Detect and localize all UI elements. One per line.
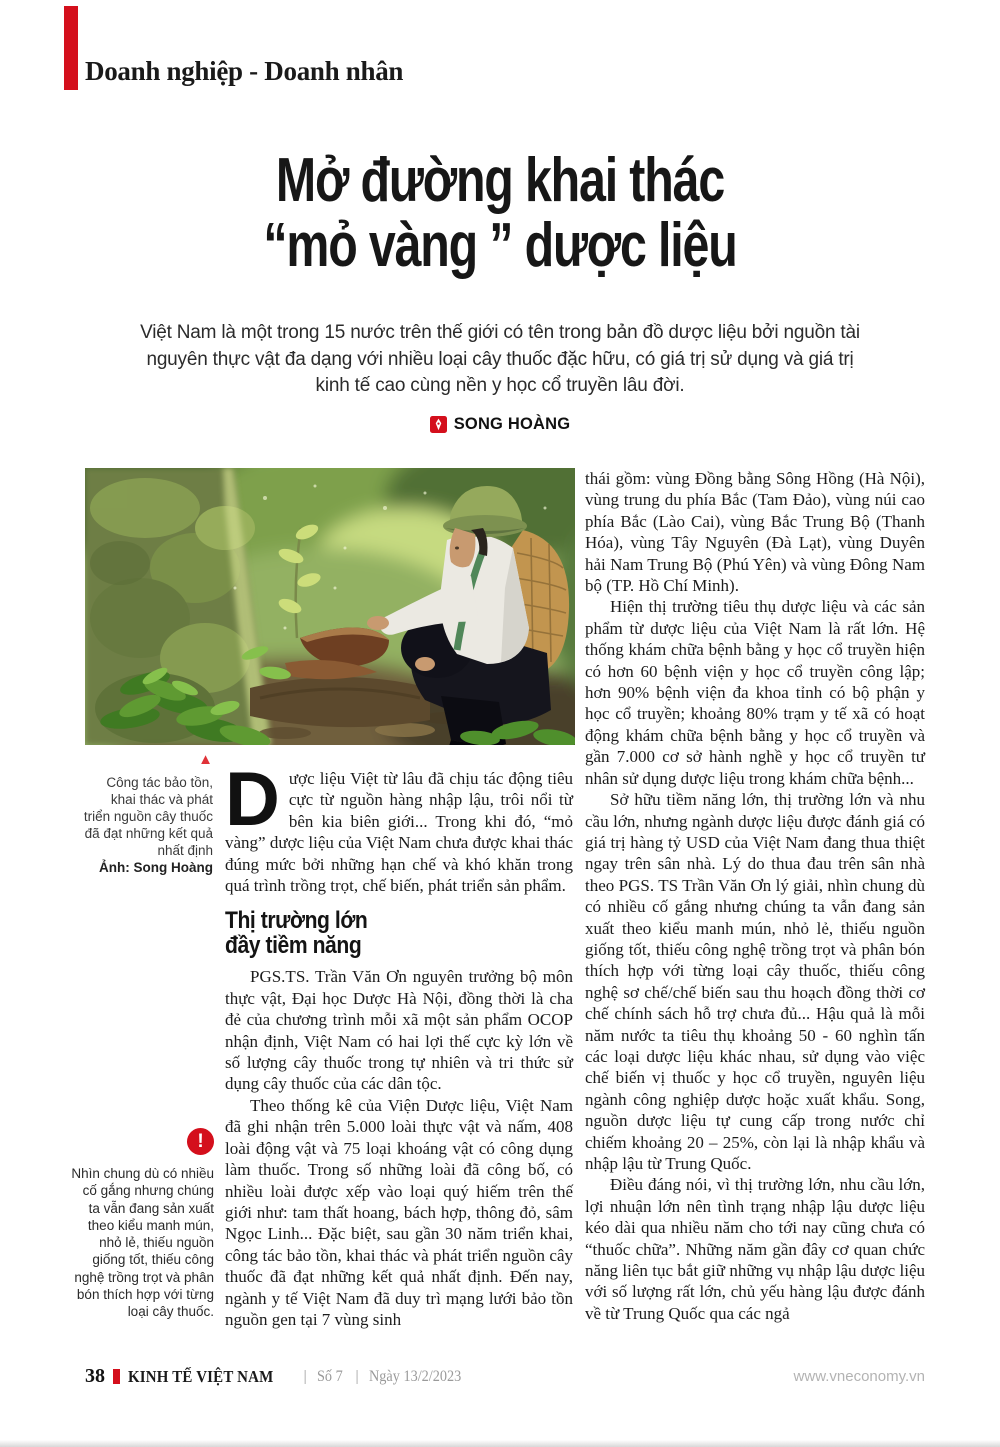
section-heading-line-1: Thị trường lớn xyxy=(225,907,368,935)
article-headline xyxy=(0,148,1000,278)
paragraph-text: ược liệu Việt từ lâu đã chịu tác động tiêu cực từ nguồn hàng nhập lậu, trôi nổi từ bên kia biên giới... Trong khi đó, “mỏ vàng” dược liệu của Việt Nam chưa được khai thác đúng mức bởi những hạn chế và khó khăn trong quá trình trồng trọt, chế biến, phát triển sản phẩm. xyxy=(225,769,573,896)
footer-accent-mark xyxy=(113,1369,120,1384)
alert-glyph: ! xyxy=(197,1131,204,1152)
caption-triangle-icon: ▲ xyxy=(198,751,213,768)
drop-cap: D xyxy=(225,757,280,842)
footer-separator: | xyxy=(355,1368,360,1385)
paragraph xyxy=(225,757,573,896)
paragraph: Điều đáng nói, vì thị trường lớn, nhu cầu lớn, lợi nhuận lớn nên tình trạng nhập lậu dược liệu kéo dài qua nhiều năm cho tới nay cũng chưa có “thuốc chữa”. Những năm gần đây cơ quan chức năng liên tục bắt giữ những vụ nhập lậu dược liệu với số lượng rất lớn, chủ yếu hàng lậu được đánh về từ Trung Quốc qua các ngả xyxy=(585,1175,925,1323)
article-photo xyxy=(85,468,575,745)
alert-icon xyxy=(187,1128,214,1155)
photo-caption xyxy=(82,752,213,876)
section-title: Doanh nghiệp - Doanh nhân xyxy=(85,56,404,86)
paragraph: Sở hữu tiềm năng lớn, thị trường lớn và nhu cầu lớn, nhưng ngành dược liệu được đánh giá có giá trị hàng tỷ USD của Việt Nam đang thua thiệt ngay trên sân nhà. Lý do thua đau trên sân nhà theo PGS. TS Trần Văn Ơn lý giải, nhìn chung dù có nhiều cố gắng nhưng chúng ta vẫn đang sản xuất theo kiểu manh mún, nhỏ lẻ, thiếu nguồn giống tốt, thiếu công nghệ trồng trọt và phân bón thích hợp với từng loại cây thuốc, thiếu công nghệ sơ chế/chế biến sau thu hoạch đồng thời cơ chế chính sách hỗ trợ chưa đủ... Hậu quả là mỗi năm nước ta tiêu thụ khoảng 50 - 60 nghìn tấn các loại dược liệu khác nhau, sử dụng vào việc chế biến vị thuốc y học cổ truyền, nguyên liệu ngành công nghiệp dược hoặc xuất khẩu. Song, nguồn dược liệu tự cung cấp trong nước chỉ chiếm khoảng 20 – 25%, còn lại là nhập khẩu và nhập lậu từ Trung Quốc. xyxy=(585,790,925,1173)
article-lede: Việt Nam là một trong 15 nước trên thế giới có tên trong bản đồ dược liệu bởi nguồn tài nguyên thực vật đa dạng với nhiều loại cây thuốc đặc hữu, có giá trị sử dụng và giá trị kinh tế cao cùng nền y học cổ truyền lâu đời. xyxy=(140,322,860,396)
page-number: 38 xyxy=(85,1365,105,1387)
caption-text: Công tác bảo tồn, khai thác và phát triển nguồn cây thuốc đã đạt những kết quả nhất định xyxy=(83,775,213,858)
website-url: www.vneconomy.vn xyxy=(793,1368,925,1385)
page-bottom-edge xyxy=(0,1440,1000,1447)
issue-date: Ngày 13/2/2023 xyxy=(369,1367,462,1385)
byline xyxy=(0,415,1000,434)
paragraph: PGS.TS. Trần Văn Ơn nguyên trưởng bộ môn thực vật, Đại học Dược Hà Nội, đồng thời là cha đẻ của chương trình mỗi xã một sản phẩm OCOP nhận định, Việt Nam có hai lợi thế cực kỳ lớn về số lượng cây thuốc trong tự nhiên và tri thức sử dụng cây thuốc của các dân tộc. xyxy=(225,967,573,1094)
author-name: SONG HOÀNG xyxy=(453,415,571,433)
forest-photo-illustration xyxy=(85,468,575,745)
issue-number: Số 7 xyxy=(317,1367,343,1385)
paragraph: Theo thống kê của Viện Dược liệu, Việt Nam đã ghi nhận trên 5.000 loài thực vật và nấm, 408 loài động vật và 75 loại khoáng vật có công dụng làm thuốc. Trong số những loài đã công bố, có nhiều loài được xếp vào loại quý hiếm trên thế giới như: tam thất hoang, bách hợp, thông đỏ, sâm Ngọc Linh... Đặc biệt, sau gần 30 năm triển khai, công tác bảo tồn, khai thác và phát triển nguồn cây thuốc đã đạt những kết quả nhất định. Đến nay, ngành y tế Việt Nam đã duy trì mạng lưới bảo tồn nguồn gen tại 7 vùng sinh xyxy=(225,1095,573,1329)
pull-quote xyxy=(68,1128,214,1321)
pen-nib-icon xyxy=(430,416,447,433)
section-accent-bar xyxy=(64,6,78,90)
publication-name: KINH TẾ VIỆT NAM xyxy=(128,1366,274,1386)
paragraph: Hiện thị trường tiêu thụ dược liệu và các sản phẩm từ dược liệu của Việt Nam là rất lớn. Hệ thống khám chữa bệnh bằng y học cổ truyền hiện có hơn 60 bệnh viện y học cổ truyền công lập; hơn 90% bệnh viện đa khoa tỉnh có bộ phận y học cổ truyền; khoảng 80% trạm y tế xã có hoạt động khám chữa bệnh bằng y học cổ truyền và gần 7.000 cơ sở hành nghề y học cổ truyền tư nhân sử dụng dược liệu trong khám chữa bệnh... xyxy=(585,597,925,788)
footer-separator: | xyxy=(303,1368,308,1385)
headline-line-2: “mỏ vàng ” dược liệu xyxy=(263,211,737,280)
photo-credit: Ảnh: Song Hoàng xyxy=(99,860,213,875)
headline-line-1: Mở đường khai thác xyxy=(275,146,725,215)
paragraph: thái gồm: vùng Đồng bằng Sông Hồng (Hà Nội), vùng trung du phía Bắc (Tam Đảo), vùng núi cao phía Bắc (Lào Cai), vùng Bắc Trung Bộ (Thanh Hóa), vùng Tây Nguyên (Đà Lạt), vùng Duyên hải Nam Trung Bộ (Phú Yên) và vùng Đông Nam bộ (TP. Hồ Chí Minh). xyxy=(585,469,925,596)
body-column-1 xyxy=(225,757,573,1330)
section-heading xyxy=(225,908,531,958)
section-heading-line-2: đầy tiềm năng xyxy=(225,932,362,960)
pull-quote-text: Nhìn chung dù có nhiều cố gắng nhưng chúng ta vẫn đang sản xuất theo kiểu manh mún, nhỏ lẻ, thiếu nguồn giống tốt, thiếu công nghệ trồng trọt và phân bón thích hợp với từng loại cây thuốc. xyxy=(71,1166,214,1320)
body-column-2 xyxy=(585,468,925,1324)
footer xyxy=(85,1365,469,1388)
